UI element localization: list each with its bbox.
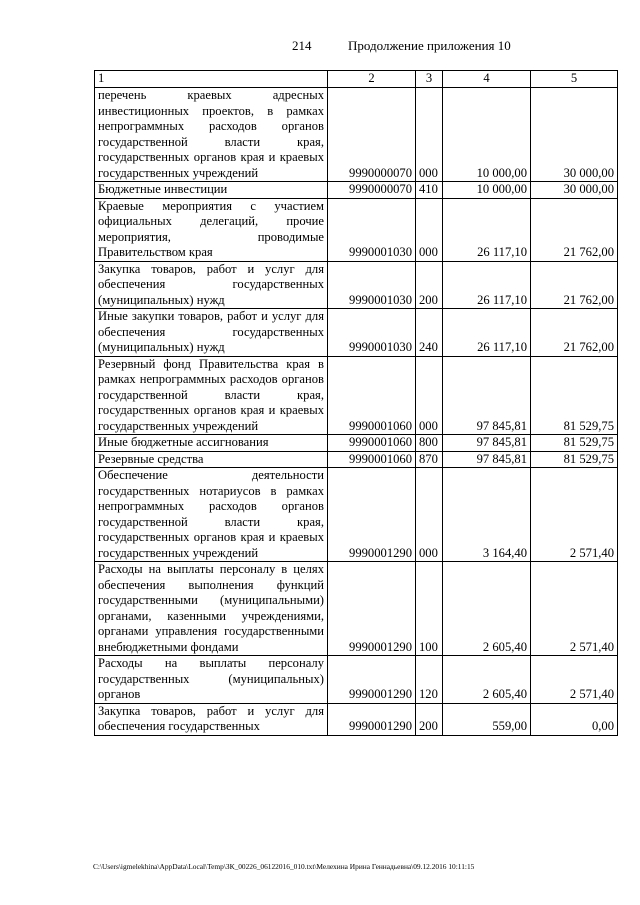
row-amount-2016-cell: 97 845,81 — [443, 451, 531, 468]
row-code-cell: 9990001290 — [328, 656, 416, 704]
appendix-title: Продолжение приложения 10 — [348, 38, 511, 53]
table-row — [95, 562, 618, 656]
column-header-1: 1 — [95, 71, 328, 88]
row-name-cell: Закупка товаров, работ и услуг для обеспечения государственных — [95, 703, 328, 735]
row-amount-2017-cell: 81 529,75 — [531, 435, 618, 452]
row-code-cell: 9990000070 — [328, 182, 416, 199]
row-name-cell: Бюджетные инвестиции — [95, 182, 328, 199]
row-name-cell: Краевые мероприятия с участием официальных делегаций, прочие мероприятия, проводимые Правительством края — [95, 198, 328, 261]
column-header-4: 4 — [443, 71, 531, 88]
table-row — [95, 182, 618, 199]
row-type-cell: 000 — [416, 356, 443, 435]
row-code-cell: 9990001290 — [328, 562, 416, 656]
row-amount-2017-cell: 81 529,75 — [531, 356, 618, 435]
table-row — [95, 309, 618, 357]
row-amount-2016-cell: 10 000,00 — [443, 88, 531, 182]
row-code-cell: 9990001060 — [328, 356, 416, 435]
row-amount-2017-cell: 2 571,40 — [531, 562, 618, 656]
table-row — [95, 261, 618, 309]
column-header-5: 5 — [531, 71, 618, 88]
row-type-cell: 200 — [416, 703, 443, 735]
table-row — [95, 451, 618, 468]
budget-table — [94, 70, 618, 736]
table-row — [95, 198, 618, 261]
row-type-cell: 800 — [416, 435, 443, 452]
row-amount-2016-cell: 26 117,10 — [443, 198, 531, 261]
row-code-cell: 9990001060 — [328, 451, 416, 468]
table-row — [95, 703, 618, 735]
row-amount-2016-cell: 97 845,81 — [443, 356, 531, 435]
row-type-cell: 000 — [416, 468, 443, 562]
row-code-cell: 9990001060 — [328, 435, 416, 452]
page-header — [0, 38, 640, 58]
row-code-cell: 9990001030 — [328, 309, 416, 357]
row-code-cell: 9990001030 — [328, 198, 416, 261]
row-amount-2017-cell: 21 762,00 — [531, 309, 618, 357]
row-amount-2017-cell: 81 529,75 — [531, 451, 618, 468]
row-amount-2016-cell: 2 605,40 — [443, 562, 531, 656]
row-amount-2016-cell: 559,00 — [443, 703, 531, 735]
row-name-cell: Расходы на выплаты персоналу государственных (муниципальных) органов — [95, 656, 328, 704]
row-amount-2016-cell: 3 164,40 — [443, 468, 531, 562]
row-code-cell: 9990001290 — [328, 703, 416, 735]
row-amount-2016-cell: 2 605,40 — [443, 656, 531, 704]
row-name-cell: Резервные средства — [95, 451, 328, 468]
file-path-footer: C:\Users\igmelekhina\AppData\Local\Temp\ЗК_00226_06122016_010.txt\Мелехина Ирина Геннадьевна\09.12.2016 10:11:15 — [93, 862, 475, 871]
row-type-cell: 200 — [416, 261, 443, 309]
row-type-cell: 000 — [416, 88, 443, 182]
table-row — [95, 88, 618, 182]
row-type-cell: 120 — [416, 656, 443, 704]
row-name-cell: Иные бюджетные ассигнования — [95, 435, 328, 452]
row-amount-2017-cell: 30 000,00 — [531, 88, 618, 182]
table-header-row — [95, 71, 618, 88]
row-amount-2017-cell: 21 762,00 — [531, 261, 618, 309]
column-header-3: 3 — [416, 71, 443, 88]
page-number: 214 — [292, 38, 312, 53]
row-name-cell: Закупка товаров, работ и услуг для обеспечения государственных (муниципальных) нужд — [95, 261, 328, 309]
row-code-cell: 9990001290 — [328, 468, 416, 562]
row-name-cell: Резервный фонд Правительства края в рамках непрограммных расходов органов государственной власти края, государственных органов края и краевых государственных учреждений — [95, 356, 328, 435]
column-header-2: 2 — [328, 71, 416, 88]
row-name-cell: Иные закупки товаров, работ и услуг для обеспечения государственных (муниципальных) нужд — [95, 309, 328, 357]
row-amount-2017-cell: 21 762,00 — [531, 198, 618, 261]
table-row — [95, 435, 618, 452]
row-type-cell: 240 — [416, 309, 443, 357]
row-type-cell: 410 — [416, 182, 443, 199]
row-amount-2017-cell: 0,00 — [531, 703, 618, 735]
row-amount-2016-cell: 26 117,10 — [443, 261, 531, 309]
row-type-cell: 870 — [416, 451, 443, 468]
row-code-cell: 9990000070 — [328, 88, 416, 182]
row-name-cell: перечень краевых адресных инвестиционных проектов, в рамках непрограммных расходов органов государственной власти края, государственных органов края и краевых государственных учреждений — [95, 88, 328, 182]
row-amount-2016-cell: 97 845,81 — [443, 435, 531, 452]
table-row — [95, 656, 618, 704]
row-type-cell: 000 — [416, 198, 443, 261]
row-code-cell: 9990001030 — [328, 261, 416, 309]
table-row — [95, 356, 618, 435]
table-row — [95, 468, 618, 562]
row-name-cell: Расходы на выплаты персоналу в целях обеспечения выполнения функций государственными (муниципальными) органами, казенными учреждениями, органами управления государственными внебюджетными фондами — [95, 562, 328, 656]
row-amount-2016-cell: 10 000,00 — [443, 182, 531, 199]
row-amount-2016-cell: 26 117,10 — [443, 309, 531, 357]
row-type-cell: 100 — [416, 562, 443, 656]
row-amount-2017-cell: 2 571,40 — [531, 468, 618, 562]
row-amount-2017-cell: 30 000,00 — [531, 182, 618, 199]
row-name-cell: Обеспечение деятельности государственных нотариусов в рамках непрограммных расходов органов государственной власти края, государственных органов края и краевых государственных учреждений — [95, 468, 328, 562]
row-amount-2017-cell: 2 571,40 — [531, 656, 618, 704]
